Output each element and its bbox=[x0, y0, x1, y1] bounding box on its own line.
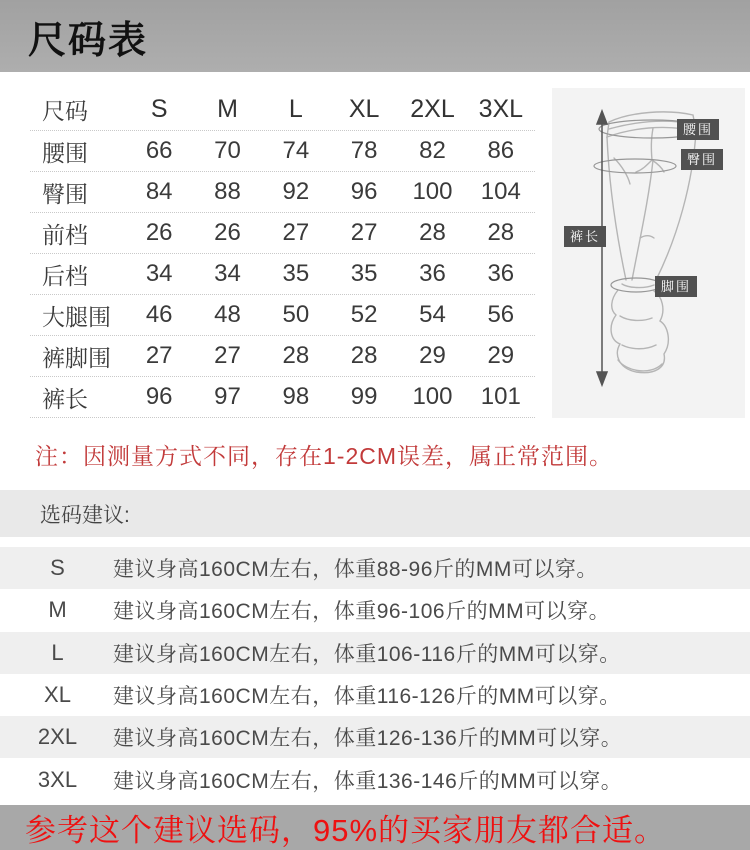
table-row bbox=[30, 254, 535, 295]
row-label: 腰围 bbox=[42, 139, 88, 166]
row-label: 后档 bbox=[42, 262, 88, 289]
table-cell: 27 bbox=[145, 342, 173, 369]
footer-text: 参考这个建议选码，95%的买家朋友都合适。 bbox=[25, 813, 667, 848]
table-cell: 98 bbox=[282, 383, 310, 410]
table-row bbox=[30, 131, 535, 172]
column-header: 2XL bbox=[410, 94, 455, 123]
advice-text: 建议身高160CM左右，体重106-116斤的MM可以穿。 bbox=[113, 642, 621, 666]
waist-label-badge: 腰围 bbox=[677, 119, 719, 140]
table-cell: 29 bbox=[419, 342, 446, 369]
row-label: 前档 bbox=[42, 221, 88, 248]
advice-text: 建议身高160CM左右，体重96-106斤的MM可以穿。 bbox=[113, 600, 611, 624]
table-cell: 52 bbox=[350, 301, 378, 328]
table-cell: 35 bbox=[350, 260, 378, 287]
advice-text: 建议身高160CM左右，体重116-126斤的MM可以穿。 bbox=[113, 685, 621, 709]
table-cell: 36 bbox=[419, 260, 446, 287]
table-cell: 50 bbox=[282, 301, 310, 328]
pants-diagram bbox=[552, 88, 745, 418]
table-cell: 26 bbox=[145, 219, 173, 246]
advice-heading-bar bbox=[0, 490, 750, 537]
table-row bbox=[30, 377, 535, 418]
advice-row bbox=[0, 758, 750, 800]
advice-size-label: 2XL bbox=[37, 724, 78, 750]
advice-row bbox=[0, 716, 750, 758]
table-row bbox=[30, 336, 535, 377]
ankle-label-badge: 脚围 bbox=[655, 276, 697, 297]
row-label: 臀围 bbox=[42, 180, 88, 207]
row-label: 大腿围 bbox=[42, 303, 111, 330]
table-cell: 100 bbox=[412, 383, 453, 410]
table-cell: 27 bbox=[350, 219, 378, 246]
table-cell: 35 bbox=[282, 260, 310, 287]
table-cell: 82 bbox=[419, 137, 446, 164]
table-cell: 66 bbox=[145, 137, 173, 164]
table-cell: 101 bbox=[480, 383, 521, 410]
table-row bbox=[30, 295, 535, 336]
advice-heading: 选码建议: bbox=[40, 503, 130, 527]
column-header: L bbox=[288, 94, 303, 123]
advice-row bbox=[0, 674, 750, 716]
table-cell: 92 bbox=[282, 178, 310, 205]
size-table bbox=[30, 88, 535, 418]
table-row bbox=[30, 172, 535, 213]
footer-banner bbox=[0, 805, 750, 850]
advice-size-label: L bbox=[51, 639, 64, 665]
table-cell: 88 bbox=[214, 178, 241, 205]
advice-row bbox=[0, 547, 750, 589]
table-cell: 97 bbox=[214, 383, 241, 410]
table-cell: 34 bbox=[145, 260, 173, 287]
table-cell: 48 bbox=[214, 301, 241, 328]
table-cell: 100 bbox=[412, 178, 453, 205]
advice-text: 建议身高160CM左右，体重126-136斤的MM可以穿。 bbox=[113, 727, 623, 751]
page-header bbox=[0, 0, 750, 72]
column-header: XL bbox=[348, 94, 380, 123]
table-cell: 84 bbox=[145, 178, 173, 205]
column-header: 3XL bbox=[478, 94, 524, 123]
advice-text: 建议身高160CM左右，体重136-146斤的MM可以穿。 bbox=[113, 769, 623, 793]
length-label-badge: 裤长 bbox=[564, 226, 606, 247]
table-cell: 86 bbox=[487, 137, 515, 164]
table-cell: 70 bbox=[214, 137, 241, 164]
table-cell: 36 bbox=[487, 260, 515, 287]
table-header-row bbox=[30, 88, 535, 131]
table-cell: 99 bbox=[350, 383, 378, 410]
advice-row bbox=[0, 632, 750, 674]
length-arrow-icon bbox=[597, 111, 607, 385]
table-cell: 78 bbox=[350, 137, 378, 164]
advice-size-label: XL bbox=[44, 682, 71, 708]
table-cell: 54 bbox=[419, 301, 446, 328]
table-row bbox=[30, 213, 535, 254]
table-cell: 56 bbox=[487, 301, 515, 328]
column-header: 尺码 bbox=[42, 97, 88, 124]
table-cell: 34 bbox=[214, 260, 241, 287]
table-cell: 96 bbox=[145, 383, 173, 410]
advice-row bbox=[0, 589, 750, 631]
table-cell: 46 bbox=[145, 301, 173, 328]
table-cell: 28 bbox=[419, 219, 446, 246]
advice-list bbox=[0, 547, 750, 801]
advice-size-label: 3XL bbox=[37, 766, 78, 792]
advice-size-label: M bbox=[48, 597, 67, 623]
table-cell: 96 bbox=[350, 178, 378, 205]
table-cell: 28 bbox=[487, 219, 515, 246]
column-header: M bbox=[217, 94, 238, 123]
row-label: 裤脚围 bbox=[42, 344, 111, 371]
table-cell: 74 bbox=[282, 137, 310, 164]
table-cell: 27 bbox=[282, 219, 310, 246]
table-cell: 27 bbox=[214, 342, 241, 369]
advice-text: 建议身高160CM左右，体重88-96斤的MM可以穿。 bbox=[113, 558, 598, 582]
row-label: 裤长 bbox=[42, 385, 88, 412]
table-cell: 26 bbox=[214, 219, 241, 246]
table-cell: 29 bbox=[487, 342, 515, 369]
hip-label-badge: 臀围 bbox=[681, 149, 723, 170]
table-cell: 28 bbox=[282, 342, 310, 369]
table-cell: 104 bbox=[480, 178, 521, 205]
measurement-note: 注：因测量方式不同，存在1-2CM误差，属正常范围。 bbox=[35, 443, 614, 469]
column-header: S bbox=[150, 94, 168, 123]
table-cell: 28 bbox=[350, 342, 378, 369]
advice-size-label: S bbox=[50, 555, 65, 581]
page-title: 尺码表 bbox=[28, 19, 149, 62]
